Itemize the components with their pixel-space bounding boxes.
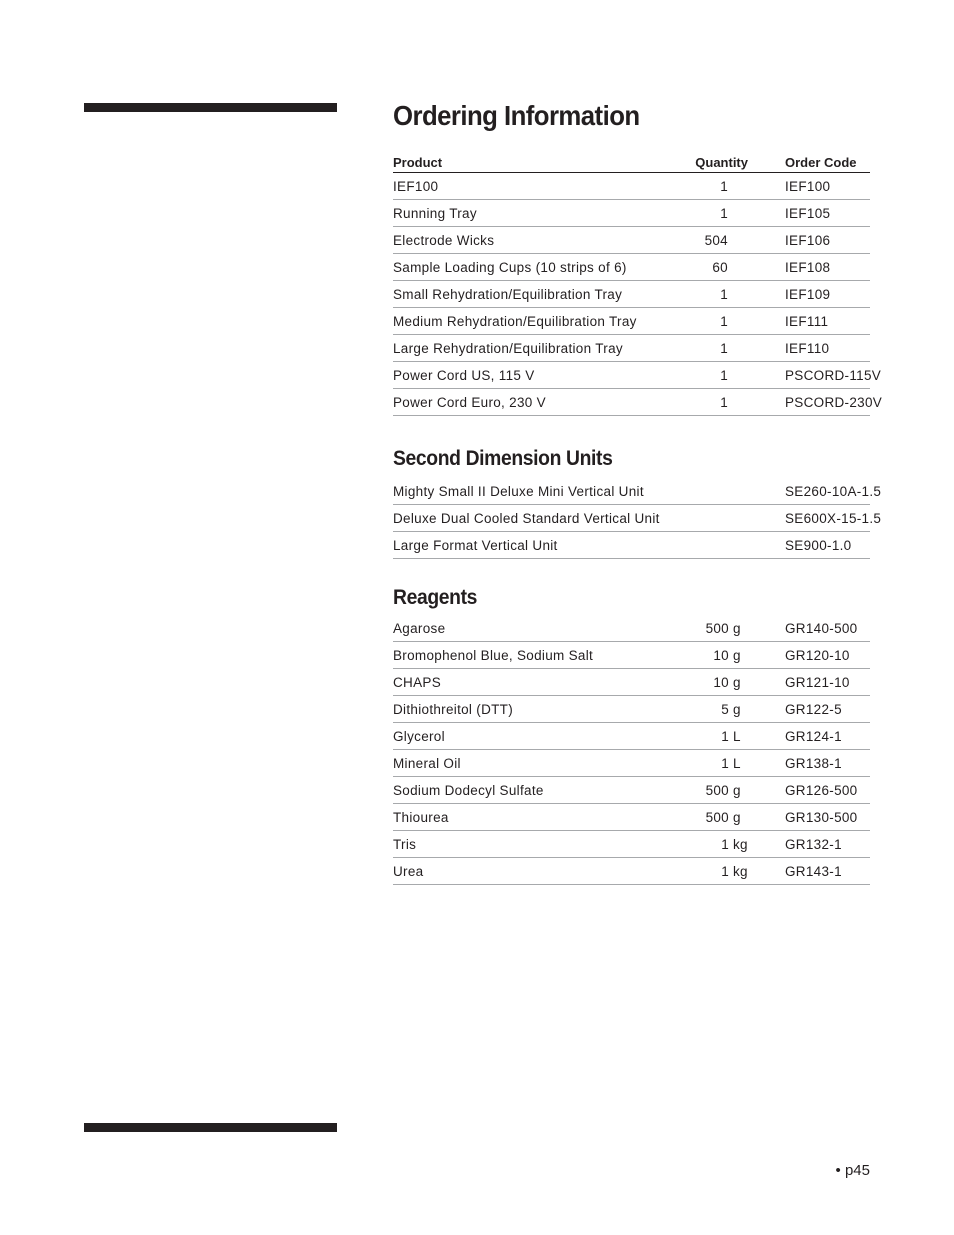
order-code: GR126-500 [770, 777, 870, 804]
quantity: 1 [678, 173, 770, 200]
quantity-unit: g [733, 782, 741, 798]
page-number: • p45 [835, 1162, 870, 1179]
reagents-table [393, 615, 870, 885]
order-code: GR120-10 [770, 642, 870, 669]
order-code: SE600X-15-1.5 [770, 505, 870, 532]
ordering-table [393, 154, 883, 416]
quantity-amount: 500 [705, 620, 729, 636]
product-name: Dithiothreitol (DTT) [393, 696, 678, 723]
order-code: PSCORD-115V [770, 362, 870, 389]
table-row [393, 254, 870, 281]
quantity [678, 615, 770, 642]
table-row [393, 389, 870, 416]
order-code: IEF100 [770, 173, 870, 200]
quantity-amount: 500 [705, 782, 729, 798]
table-row [393, 750, 870, 777]
table-row [393, 362, 870, 389]
table-row [393, 723, 870, 750]
order-code: SE260-10A-1.5 [770, 478, 870, 505]
product-name: Electrode Wicks [393, 227, 678, 254]
order-code: IEF111 [770, 308, 870, 335]
quantity: 1 [678, 281, 770, 308]
quantity-amount: 1 [721, 863, 729, 879]
quantity-unit: g [733, 809, 741, 825]
quantity-unit: g [733, 701, 741, 717]
product-name: Power Cord Euro, 230 V [393, 389, 678, 416]
table-row [393, 173, 870, 200]
quantity-amount: 5 [721, 701, 729, 717]
quantity [678, 858, 770, 885]
quantity: 1 [678, 335, 770, 362]
product-name: Glycerol [393, 723, 678, 750]
quantity [678, 669, 770, 696]
page-title: Ordering Information [393, 100, 640, 131]
second-dimension-table [393, 478, 882, 559]
product-name: Bromophenol Blue, Sodium Salt [393, 642, 678, 669]
table-row [393, 335, 870, 362]
product-name: Sodium Dodecyl Sulfate [393, 777, 678, 804]
order-code: PSCORD-230V [770, 389, 870, 416]
quantity: 1 [678, 308, 770, 335]
product-name: Large Rehydration/Equilibration Tray [393, 335, 678, 362]
product-name: Tris [393, 831, 678, 858]
table-row [393, 858, 870, 885]
quantity-amount: 1 [721, 728, 729, 744]
product-name: Mineral Oil [393, 750, 678, 777]
main-content [393, 99, 883, 885]
product-name: Running Tray [393, 200, 678, 227]
quantity: 60 [678, 254, 770, 281]
product-name: Mighty Small II Deluxe Mini Vertical Unit [393, 478, 678, 505]
order-code: IEF105 [770, 200, 870, 227]
quantity-amount: 10 [713, 674, 729, 690]
quantity [678, 696, 770, 723]
quantity-unit: kg [733, 863, 748, 879]
table-row [393, 777, 870, 804]
quantity-unit: kg [733, 836, 748, 852]
quantity-amount: 1 [721, 836, 729, 852]
order-code: GR132-1 [770, 831, 870, 858]
table-row [393, 308, 870, 335]
header-order-code: Order Code [770, 154, 870, 173]
product-name: Deluxe Dual Cooled Standard Vertical Unit [393, 505, 678, 532]
table-row [393, 642, 870, 669]
table-row [393, 200, 870, 227]
section-title-reagents: Reagents [393, 586, 478, 609]
order-code: IEF110 [770, 335, 870, 362]
product-name: IEF100 [393, 173, 678, 200]
order-code: GR138-1 [770, 750, 870, 777]
table-row [393, 669, 870, 696]
table-row [393, 227, 870, 254]
order-code: IEF106 [770, 227, 870, 254]
table-row [393, 281, 870, 308]
top-divider-bar [84, 103, 337, 112]
quantity [678, 723, 770, 750]
quantity-amount: 1 [721, 755, 729, 771]
product-name: Large Format Vertical Unit [393, 532, 678, 559]
quantity-unit: L [733, 728, 741, 744]
order-code: GR140-500 [770, 615, 870, 642]
quantity-amount: 500 [705, 809, 729, 825]
product-name: Urea [393, 858, 678, 885]
product-name: Medium Rehydration/Equilibration Tray [393, 308, 678, 335]
order-code: GR122-5 [770, 696, 870, 723]
product-name: Sample Loading Cups (10 strips of 6) [393, 254, 678, 281]
product-name: Agarose [393, 615, 678, 642]
quantity-unit: g [733, 620, 741, 636]
product-name: CHAPS [393, 669, 678, 696]
table-row [393, 505, 870, 532]
table-row [393, 696, 870, 723]
table-row [393, 478, 870, 505]
table-row [393, 831, 870, 858]
order-code: GR130-500 [770, 804, 870, 831]
quantity: 504 [678, 227, 770, 254]
table-row [393, 615, 870, 642]
product-name: Power Cord US, 115 V [393, 362, 678, 389]
quantity: 1 [678, 389, 770, 416]
product-name: Small Rehydration/Equilibration Tray [393, 281, 678, 308]
quantity-unit: L [733, 755, 741, 771]
quantity [678, 750, 770, 777]
quantity [678, 831, 770, 858]
order-code: IEF109 [770, 281, 870, 308]
table-row [393, 804, 870, 831]
order-code: GR124-1 [770, 723, 870, 750]
quantity: 1 [678, 200, 770, 227]
product-name: Thiourea [393, 804, 678, 831]
quantity [678, 804, 770, 831]
bottom-divider-bar [84, 1123, 337, 1132]
order-code: IEF108 [770, 254, 870, 281]
quantity: 1 [678, 362, 770, 389]
table-header-row [393, 154, 870, 173]
quantity-unit: g [733, 647, 741, 663]
order-code: GR121-10 [770, 669, 870, 696]
order-code: SE900-1.0 [770, 532, 870, 559]
section-title-second-dimension: Second Dimension Units [393, 447, 613, 470]
table-row [393, 532, 870, 559]
quantity-amount: 10 [713, 647, 729, 663]
header-quantity: Quantity [678, 154, 770, 173]
quantity [678, 777, 770, 804]
quantity-unit: g [733, 674, 741, 690]
header-product: Product [393, 154, 678, 173]
quantity [678, 642, 770, 669]
order-code: GR143-1 [770, 858, 870, 885]
